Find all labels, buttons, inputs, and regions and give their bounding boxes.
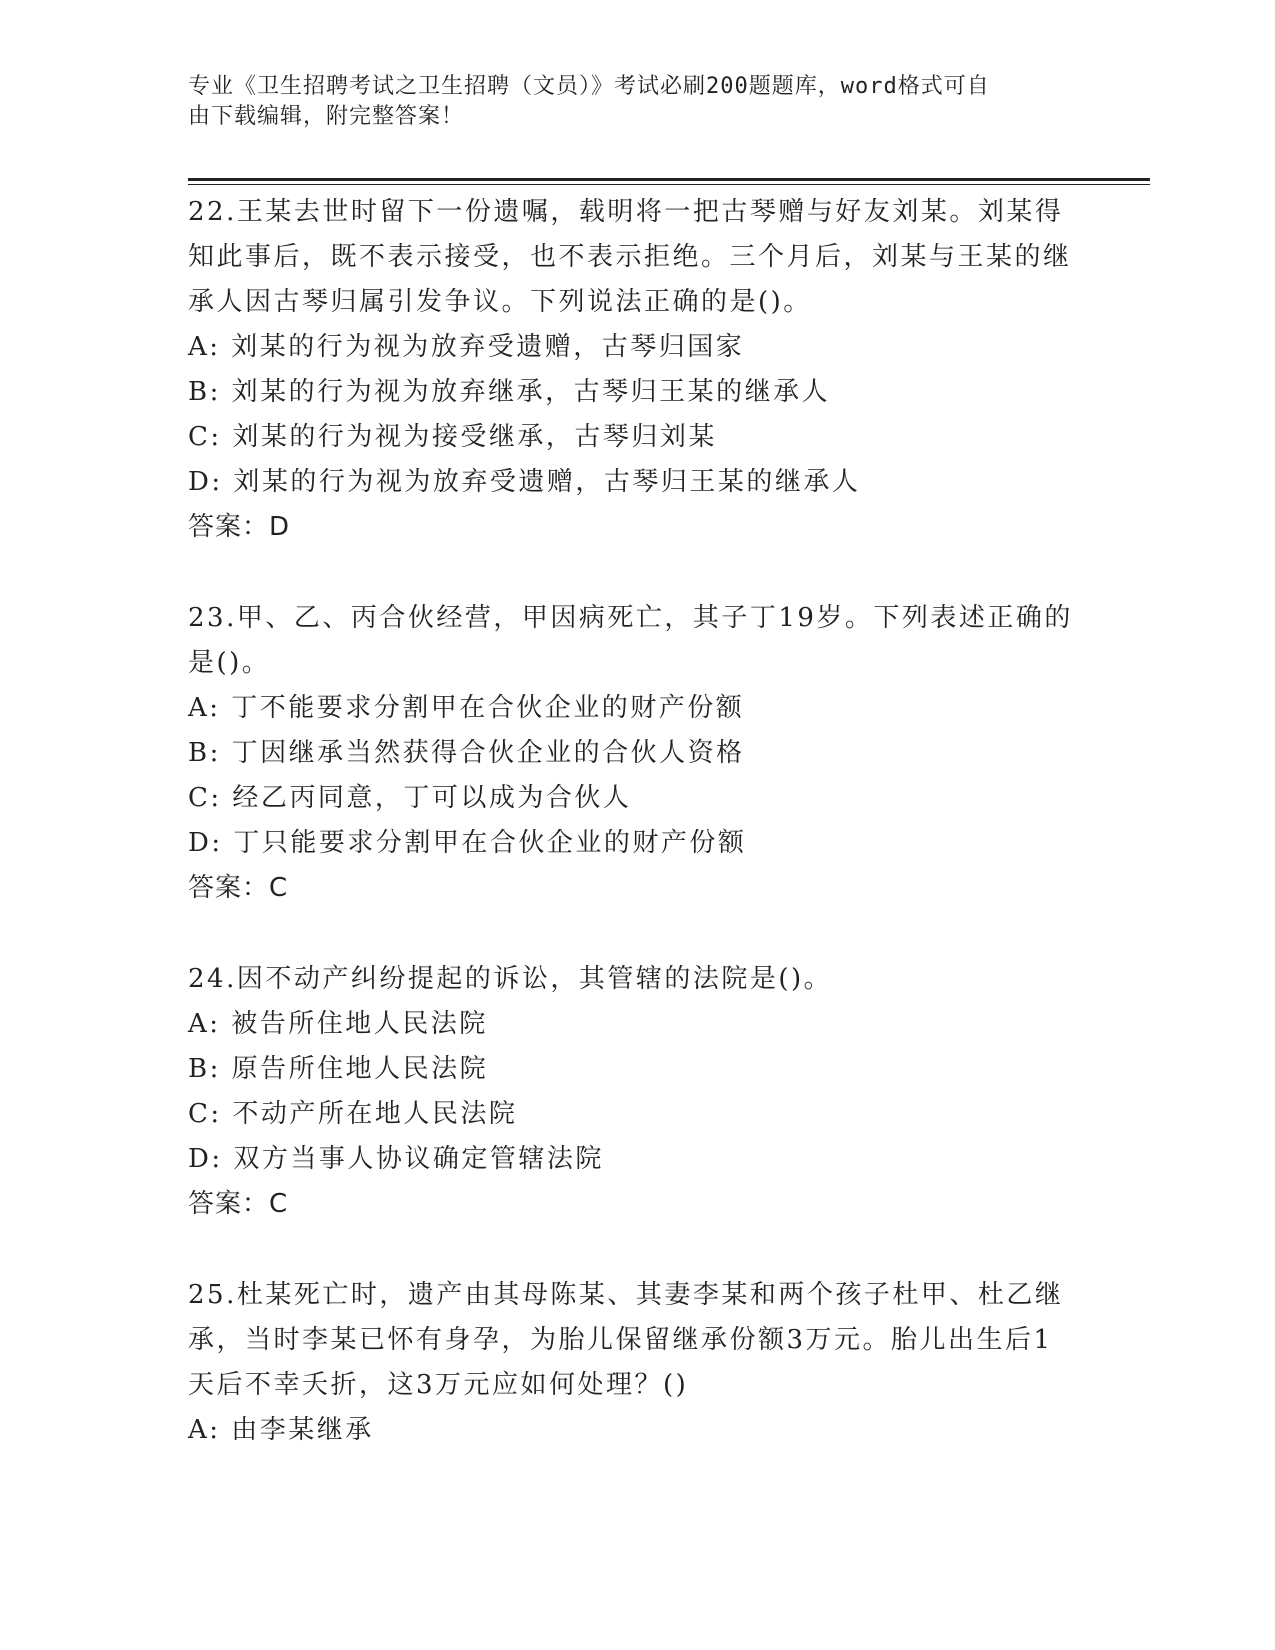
answer: 答案：D: [188, 512, 291, 542]
option-d: D: 双方当事人协议确定管辖法院: [188, 1144, 604, 1174]
option-b: B: 原告所住地人民法院: [188, 1054, 489, 1084]
question-22: [188, 190, 1078, 550]
question-stem: 23.甲、乙、丙合伙经营，甲因病死亡，其子丁19岁。下列表述正确的是()。: [188, 603, 1073, 678]
answer: 答案：C: [188, 1189, 289, 1219]
question-stem: 25.杜某死亡时，遗产由其母陈某、其妻李某和两个孩子杜甲、杜乙继承，当时李某已怀有身孕，为胎儿保留继承份额3万元。胎儿出生后1天后不幸夭折，这3万元应如何处理？(): [188, 1280, 1064, 1400]
question-23: [188, 596, 1078, 911]
option-c: C: 刘某的行为视为接受继承，古琴归刘某: [188, 422, 717, 452]
question-stem: 24.因不动产纠纷提起的诉讼，其管辖的法院是()。: [188, 964, 833, 994]
option-b: B: 刘某的行为视为放弃继承，古琴归王某的继承人: [188, 377, 831, 407]
header-line-1: 专业《卫生招聘考试之卫生招聘（文员）》考试必刷200题题库，word格式可自: [188, 74, 990, 99]
option-c: C: 经乙丙同意，丁可以成为合伙人: [188, 783, 632, 813]
option-a: A: 丁不能要求分割甲在合伙企业的财产份额: [188, 693, 745, 723]
option-a: A: 被告所住地人民法院: [188, 1009, 488, 1039]
question-24: [188, 957, 1078, 1227]
document-header: [188, 72, 1068, 132]
header-line-2: 由下载编辑，附完整答案！: [188, 104, 465, 129]
question-stem: 22.王某去世时留下一份遗嘱，载明将一把古琴赠与好友刘某。刘某得知此事后，既不表示接受，也不表示拒绝。三个月后，刘某与王某的继承人因古琴归属引发争议。下列说法正确的是()。: [188, 197, 1072, 317]
option-a: A: 由李某继承: [188, 1415, 374, 1445]
option-d: D: 丁只能要求分割甲在合伙企业的财产份额: [188, 828, 747, 858]
header-divider-thick: [188, 178, 1150, 181]
answer: 答案：C: [188, 873, 289, 903]
header-divider-thin: [188, 184, 1150, 185]
question-25: [188, 1273, 1078, 1453]
question-list: [188, 190, 1078, 1499]
option-a: A: 刘某的行为视为放弃受遗赠，古琴归国家: [188, 332, 745, 362]
option-b: B: 丁因继承当然获得合伙企业的合伙人资格: [188, 738, 745, 768]
option-c: C: 不动产所在地人民法院: [188, 1099, 518, 1129]
option-d: D: 刘某的行为视为放弃受遗赠，古琴归王某的继承人: [188, 467, 861, 497]
